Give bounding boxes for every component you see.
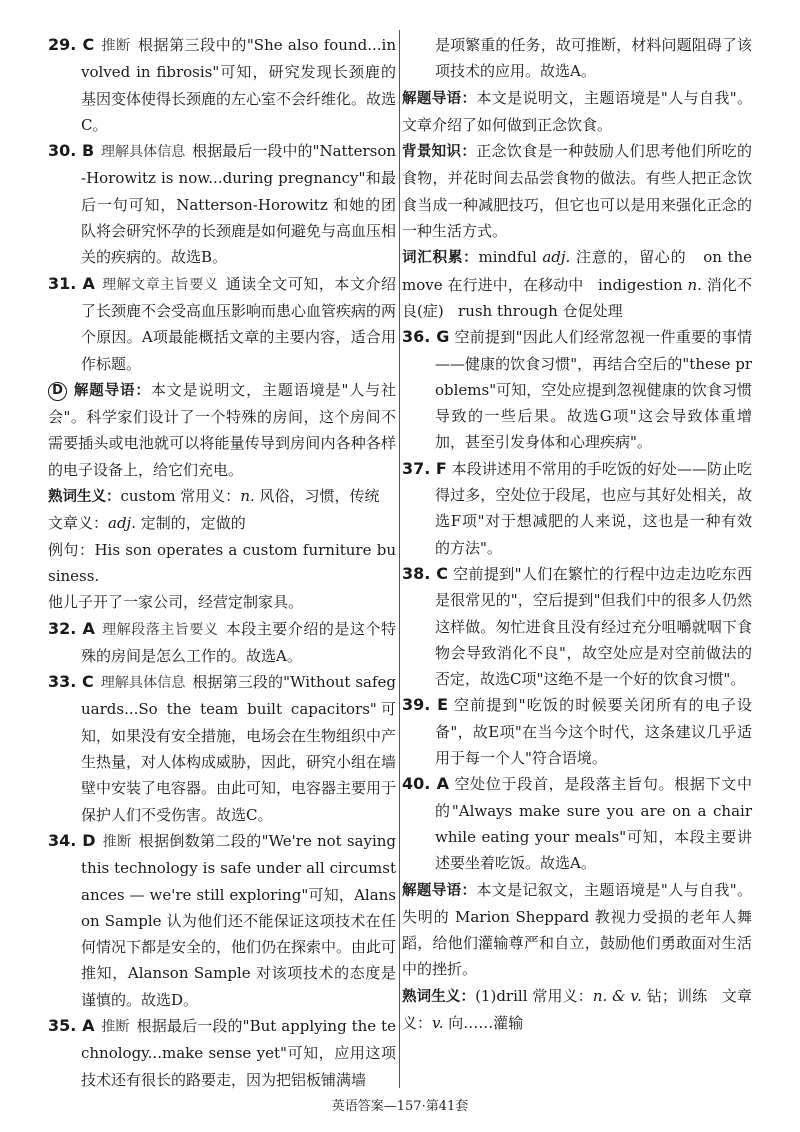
answer-number: 31. A: [48, 273, 95, 293]
vocab-accumulation: [402, 244, 752, 324]
section-guide: [402, 85, 752, 139]
answer-36: [402, 324, 752, 455]
answer-number: 39. E: [402, 695, 449, 715]
page-footer: 英语答案—157·第41套: [331, 1099, 469, 1114]
answer-explanation: 空前提到"吃饭的时候要关闭所有的电子设备"，故E项"在当今这个时代，这条建议几乎适用于每一个人"符合语境。: [435, 696, 753, 768]
example-english: His son operates a custom furniture business.: [48, 540, 396, 585]
answer-number: 33. C: [48, 672, 94, 692]
part-of-speech: n.: [687, 275, 702, 294]
vocab-note-2: [402, 983, 752, 1037]
column-divider: [399, 30, 400, 1088]
answer-31: [48, 271, 396, 377]
answer-39: [402, 692, 752, 771]
vocab-common-meaning: 风俗，习惯，传统: [259, 487, 380, 506]
left-column: [48, 32, 396, 1093]
question-type-tag: 推断: [102, 833, 132, 850]
answer-number: 40. A: [402, 774, 449, 794]
vocab-heading: 词汇积累：: [402, 250, 479, 267]
part-of-speech: n. & v.: [592, 986, 642, 1005]
question-type-tag: 推断: [101, 38, 131, 54]
guide-heading: 解题导语：: [402, 90, 477, 107]
vocab-common-meaning: 钻；训练: [646, 986, 708, 1005]
vocab-word: on the move: [402, 248, 753, 294]
answer-38: [402, 561, 752, 692]
guide-heading: 解题导语：: [402, 882, 477, 899]
answer-explanation: 空前提到"人们在繁忙的行程中边走边吃东西是很常见的"，空后提到"但我们中的很多人仍然这样做。匆忙进食且没有经过充分咀嚼就咽下食物会导致消化不良"，故空处应是对空前做法的否定，故选C项"这绝不是一个好的饮食习惯"。: [435, 564, 753, 689]
answer-explanation: 根据第三段的"Without safeguards...So the team built capacitors"可知，如果没有安全措施，电场会在生物组织中产生热量，对人体构成威胁，因此，研究小组在墙壁中安装了电容器。由此可知，电容器主要用于保护人们不受伤害。故选C。: [81, 673, 397, 824]
example-heading: 例句：: [48, 540, 95, 559]
answer-number: 32. A: [48, 618, 95, 638]
section-d-badge: D: [48, 382, 67, 401]
question-type-tag: 理解段落主旨要义: [102, 621, 219, 638]
question-type-tag: 推断: [101, 1018, 130, 1035]
vocab-word: (1)drill 常用义：: [475, 986, 593, 1005]
answer-number: 36. G: [402, 327, 450, 347]
vocab-article-meaning: 向……灌输: [448, 1013, 524, 1032]
vocab-meaning: 注意的，留心的: [575, 248, 687, 267]
section-d-guide: [48, 377, 396, 483]
part-of-speech: v.: [432, 1013, 444, 1032]
answer-explanation: 根据第三段中的"She also found...involved in fibrosis"可知，研究发现长颈鹿的基因变体使得长颈鹿的左心室不会纤维化。故选C。: [81, 36, 397, 134]
vocab-word: rush through: [458, 301, 558, 320]
answer-explanation: 本段主要介绍的是这个特殊的房间是怎么工作的。故选A。: [81, 619, 397, 665]
answer-explanation: 通读全文可知，本文介绍了长颈鹿不会受高血压影响而患心血管疾病的两个原因。A项最能概括文章的主要内容，适合用作标题。: [81, 274, 397, 373]
answer-30: [48, 138, 396, 270]
vocab-word: custom 常用义：: [120, 487, 241, 506]
vocab-note: [48, 483, 396, 537]
answer-explanation: 本段讲述用不常用的手吃饭的好处——防止吃得过多，空处位于段尾，也应与其好处相关，故选F项"对于想减肥的人来说，这也是一种有效的方法"。: [435, 459, 752, 557]
answer-number: 37. F: [402, 458, 447, 478]
vocab-word: mindful: [478, 248, 537, 267]
background-text: 正念饮食是一种鼓励人们思考他们所吃的食物，并花时间去品尝食物的做法。有些人把正念饮食当成一种减肥技巧，但它也可以是用来强化正念的一种生活方式。: [402, 142, 752, 241]
answer-33: [48, 669, 396, 828]
answer-explanation: 根据最后一段中的"Natterson-Horowitz is now...during pregnancy"和最后一句可知，Natterson-Horowitz 和她的团队将会研究怀孕的长颈鹿是如何避免与高血压相关的疾病的。故选B。: [81, 142, 397, 267]
vocab-word: indigestion: [598, 275, 683, 294]
example-sentence: [48, 537, 396, 616]
answer-37: [402, 456, 752, 561]
section-guide-2: [402, 877, 752, 983]
answer-40: [402, 771, 752, 876]
answer-29: [48, 32, 396, 138]
part-of-speech: adj.: [542, 248, 571, 267]
vocab-meaning: 在行进中，在移动中: [447, 275, 584, 294]
answer-number: 29. C: [48, 35, 95, 54]
answer-number: 38. C: [402, 563, 449, 583]
answer-explanation: 空处位于段首，是段落主旨句。根据下文中的"Always make sure you are on a chair while eating your meals"可知，本段主要讲述要坐着吃饭。故选A。: [435, 775, 752, 873]
vocab-meaning: 消化不良(症): [402, 275, 752, 320]
answer-explanation: 根据倒数第二段的"We're not saying this technology is safe under all circumstances — we're still exploring"可知，Alanson Sample 认为他们还不能保证这项技术在任何情况下都是安全的，他们仍在探索中。由此可推知，Alanson Sample 对该项技术的态度是谨慎的。故选D。: [81, 831, 397, 1009]
example-translation: 他儿子开了一家公司，经营定制家具。: [48, 593, 304, 612]
answer-number: 35. A: [48, 1015, 95, 1035]
answer-explanation: 空前提到"因此人们经常忽视一件重要的事情——健康的饮食习惯"，再结合空后的"these problems"可知，空处应提到忽视健康的饮食习惯导致的一些后果。故选G项"这会导致体重增加，甚至引发身体和心理疾病"。: [435, 328, 753, 452]
answer-number: 30. B: [48, 141, 95, 161]
question-type-tag: 理解具体信息: [100, 675, 186, 692]
question-type-tag: 理解具体信息: [101, 144, 186, 161]
vocab-article-label: 文章义：: [402, 986, 752, 1032]
answer-35-continued: 是项繁重的任务，故可推断，材料问题阻碍了该项技术的应用。故选A。: [435, 36, 752, 81]
guide-text: 本文是说明文，主题语境是"人与自我"。文章介绍了如何做到正念饮食。: [402, 88, 752, 134]
part-of-speech: n.: [240, 487, 255, 506]
answer-number: 34. D: [48, 830, 96, 850]
vocab-heading: 熟词生义：: [48, 489, 121, 506]
vocab-heading: 熟词生义：: [402, 988, 476, 1005]
guide-text: 本文是说明文，主题语境是"人与社会"。科学家们设计了一个特殊的房间，这个房间不需要插头或电池就可以将能量传导到房间内各种各样的电子设备上，给它们充电。: [48, 380, 396, 479]
vocab-article-label: 文章义：: [48, 514, 109, 533]
answer-explanation: 根据最后一段的"But applying the technology...make sense yet"可知，应用这项技术还有很长的路要走，因为把铝板铺满墙: [81, 1016, 396, 1089]
vocab-article-meaning: 定制的，定做的: [140, 514, 246, 533]
background-knowledge: [402, 138, 752, 244]
answer-32: [48, 616, 396, 670]
background-heading: 背景知识：: [402, 144, 477, 161]
right-column: [402, 32, 752, 1036]
guide-heading: 解题导语：: [73, 382, 151, 399]
part-of-speech: adj.: [108, 514, 136, 533]
guide-text: 本文是记叙文，主题语境是"人与自我"。失明的 Marion Sheppard 教视力受损的老年人舞蹈，给他们灌输尊严和自立，鼓励他们勇敢面对生活中的挫折。: [402, 880, 752, 979]
answer-35: [48, 1013, 396, 1093]
answer-34: [48, 828, 396, 1013]
vocab-meaning: 仓促处理: [562, 301, 623, 320]
question-type-tag: 理解文章主旨要义: [102, 276, 219, 293]
